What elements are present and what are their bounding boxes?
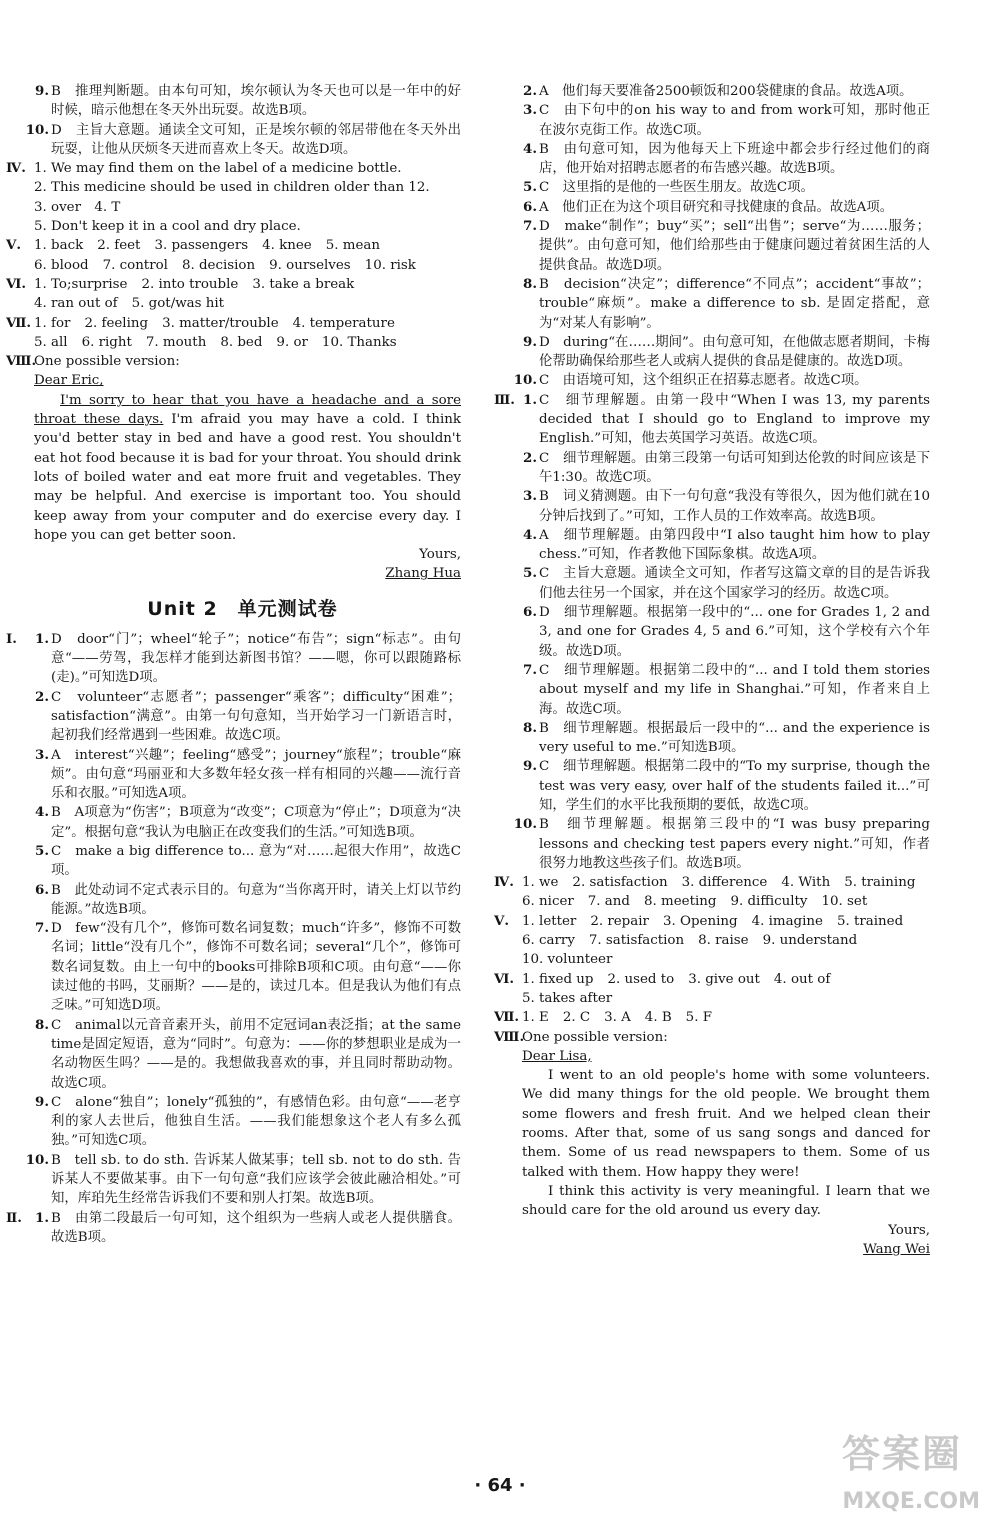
answer-cell: 10. volunteer: [522, 952, 613, 968]
answer-cell: 2. satisfaction: [572, 875, 668, 891]
item-text: D few“没有几个”，修饰可数名词复数；much“许多”，修饰不可数名词；little“没有几个”，修饰不可数名词；several“几个”，修饰可数名词复数。由上一句中的books可排除B项和C项。由句意“——你读过他的书吗，艾丽斯？——是的，读过几本。但是我认为他们有点乏味。”可知选D项。: [51, 921, 461, 1014]
section-numeral: Ⅵ.: [494, 970, 515, 987]
answer-item: [512, 217, 930, 275]
answer-cell: 1. we: [522, 875, 559, 891]
answer-cell: 5. training: [844, 875, 916, 891]
item-number: 4.: [35, 804, 49, 821]
item-text: C 细节理解题。由第三段第一句话可知到达伦敦的时间应该是下午1:30。故选C项。: [539, 450, 930, 485]
section-5: [494, 912, 930, 970]
item-text: A 他们每天要准备2500顿饭和200袋健康的食品。故选A项。: [539, 84, 913, 99]
answer-cell: 3. A: [604, 1010, 631, 1026]
answer-item: [24, 842, 461, 881]
section-6: [494, 970, 930, 1009]
answer-item: [512, 198, 930, 217]
item-number: 5.: [523, 179, 537, 196]
answer-cell: 2. repair: [590, 913, 649, 929]
item-number: 3.: [35, 746, 49, 763]
item-text: C 细节理解题。根据第二段中的“... and I told them stories about myself and my life in Shanghai.”可知，作者来自上海。故选C项。: [539, 662, 930, 717]
item-number: 2.: [35, 688, 49, 705]
item-number: 10.: [25, 1151, 49, 1168]
answer-cell: 6. nicer: [522, 894, 574, 910]
item-number: 10.: [513, 816, 537, 833]
answer-item: [24, 1151, 461, 1209]
answer-item: [512, 603, 930, 661]
answer-cell: 1. E: [522, 1010, 549, 1026]
item-number: 8.: [523, 719, 537, 736]
item-number: 4.: [523, 140, 537, 157]
item-number: 9.: [35, 83, 49, 99]
answer-cell: 4. B: [644, 1010, 672, 1026]
answer-cell: 2. feeling: [84, 315, 149, 331]
answer-item: [512, 564, 930, 603]
section-4: [494, 873, 930, 912]
item-number: 8.: [523, 275, 537, 292]
item-text: C 细节理解题。由第一段中“When I was 13, my parents decided that I should go to England to improve my English.”可知，他去英国学习英语。故选C项。: [539, 392, 930, 447]
item-text: C 由语境可知，这个组织正在招募志愿者。故选C项。: [539, 373, 868, 389]
item-text: B 细节理解题。根据最后一段中的“... and the experience is very useful to me.”可知选B项。: [539, 720, 930, 756]
section-numeral: Ⅰ.: [6, 630, 17, 647]
item-number: 6.: [35, 881, 49, 898]
item-text: B 由第二段最后一句可知，这个组织为一些病人或老人提供膳食。故选B项。: [51, 1210, 461, 1245]
answer-item: [24, 1209, 461, 1248]
answer-cell: 1. for: [34, 315, 71, 331]
section-3: [494, 391, 930, 873]
answer-cell: 3. passengers: [154, 238, 249, 254]
section-numeral: Ⅶ.: [494, 1009, 520, 1026]
answer-cell: 4. temperature: [292, 315, 395, 331]
section-8: [6, 352, 461, 584]
answer-cell: 10. set: [821, 894, 868, 910]
letter-greeting: Dear Lisa,: [522, 1048, 592, 1064]
item-number: 9.: [523, 758, 537, 775]
answer-item: [24, 1093, 461, 1151]
answer-cell: 5. mean: [325, 238, 380, 254]
item-number: 6.: [523, 198, 537, 215]
section-numeral: Ⅳ.: [494, 874, 514, 891]
answer-item: [24, 82, 461, 121]
letter-signature: Wang Wei: [863, 1241, 930, 1257]
section-2: [6, 1209, 461, 1248]
section-4: [6, 159, 461, 236]
answer-item: [24, 803, 461, 842]
answer-cell: 4. ran out of: [34, 296, 118, 312]
letter-signature: Zhang Hua: [385, 566, 461, 582]
watermark-url: MXQE.COM: [842, 1488, 980, 1514]
answer-cell: 9. ourselves: [269, 257, 351, 273]
unit-title: Unit 2 单元测试卷: [147, 597, 338, 620]
answer-cell: 2. into trouble: [141, 276, 239, 292]
answer-item: [512, 101, 930, 140]
section-numeral: Ⅵ.: [6, 275, 27, 292]
item-number: 2.: [523, 449, 537, 466]
answer-line: 2. This medicine should be used in children older than 12.: [34, 180, 430, 196]
answer-cell: 6. carry: [522, 933, 575, 949]
answer-cell: 9. or: [276, 334, 308, 350]
item-text: D door“门”；wheel“轮子”；notice“布告”；sign“标志”。由句意“——劳驾，我怎样才能到达新图书馆？——嗯，你可以跟随路标(走)。”可知选D项。: [51, 631, 461, 686]
item-number: 10.: [25, 121, 49, 138]
answer-cell: 8. meeting: [643, 894, 717, 910]
letter-closing: Yours,: [888, 1222, 930, 1238]
answer-cell: 2. C: [562, 1010, 591, 1026]
answer-line: 5. Don't keep it in a cool and dry place.: [34, 219, 301, 235]
section-numeral: Ⅷ.: [6, 353, 37, 370]
answer-cell: 3. difference: [681, 875, 768, 891]
item-text: B decision“决定”；difference“不同点”；accident“事故”；trouble“麻烦”。make a difference to sb. 是固定搭配，意为“对某人有影响”。: [539, 276, 930, 331]
item-number: 7.: [35, 920, 49, 937]
answer-cell: 6. blood: [34, 257, 89, 273]
item-text: B 词义猜测题。由下一句句意“我没有等很久，因为他们就在10分钟后找到了。”可知，工作人员的工作效率高。故选B项。: [539, 489, 930, 524]
answer-cell: 1. To;surprise: [34, 276, 128, 292]
answer-cell: 9. difficulty: [730, 894, 808, 910]
item-text: B tell sb. to do sth. 告诉某人做某事；tell sb. not to do sth. 告诉某人不要做某事。由下一句句意“我们应该学会彼此融洽相处。”可知，库珀先生经常告诉我们不要和别人打架。故选B项。: [51, 1152, 461, 1207]
answer-item: [512, 275, 930, 333]
watermark-logo: [836, 1432, 986, 1514]
section-numeral: Ⅱ.: [6, 1209, 22, 1226]
item-text: C 由下句中的on his way to and from work可知，那时他正在波尔克街工作。故选C项。: [539, 103, 930, 138]
letter-opening: I'm sorry to hear that you have a headache and a sore throat these days.: [34, 392, 461, 428]
page-number: · 64 ·: [474, 1475, 526, 1496]
item-number: 7.: [523, 218, 537, 235]
answer-cell: 1. back: [34, 238, 84, 254]
item-text: C 这里指的是他的一些医生朋友。故选C项。: [539, 180, 814, 196]
answer-item: [512, 661, 930, 719]
item-text: C 细节理解题。根据第二段中的“To my surprise, though the test was very easy, over half of the students failed it...”可知，学生们的水平比我预期的要低，故选C项。: [539, 759, 930, 813]
answer-cell: 8. raise: [698, 933, 749, 949]
writing-intro: One possible version:: [34, 354, 180, 370]
answer-item: [24, 121, 461, 160]
answer-item: [24, 919, 461, 1015]
item-text: B 此处动词不定式表示目的。句意为“当你离开时，请关上灯以节约能源。”故选B项。: [51, 882, 461, 917]
answer-cell: 1. fixed up: [522, 971, 594, 987]
answer-item: [24, 630, 461, 688]
item-number: 9.: [523, 333, 537, 350]
right-column: [494, 82, 930, 1259]
letter-body-text: I'm afraid you may have a cold. I think you'd better stay in bed and have a good rest. You shouldn't eat hot food because it is bad for your throat. You should drink lots of boiled water and eat more fruit and vegetables. They may be helpful. And exercise is important too. You should keep away from your computer and do exercise every day. I hope you can get better soon.: [34, 412, 461, 543]
item-text: B 细节理解题。根据第三段中的“I was busy preparing lessons and checking test papers every night.”可知，作者很努力地教这些孩子们。故选B项。: [539, 817, 930, 871]
section-5: [6, 236, 461, 275]
item-number: 7.: [523, 661, 537, 678]
section-numeral: Ⅳ.: [6, 160, 26, 177]
answer-item: [512, 757, 930, 815]
item-text: A 细节理解题。由第四段中“I also taught him how to play chess.”可知，作者教他下国际象棋。故选A项。: [539, 527, 930, 563]
answer-cell: 3. give out: [688, 971, 760, 987]
answer-cell: 5. takes after: [522, 990, 613, 1006]
answer-cell: 5. got/was hit: [131, 296, 225, 312]
answer-cell: 5. all: [34, 334, 68, 350]
section-1: [6, 630, 461, 1209]
answer-item: [512, 815, 930, 873]
answer-line: 3. over 4. T: [34, 199, 121, 215]
item-text: C alone“独自”；lonely“孤独的”，有感情色彩。由句意“——老亨利的家人去世后，他独自生活。——我们能想象这个老人有多么孤独。”可知选C项。: [51, 1094, 461, 1149]
answer-item: [24, 688, 461, 746]
item-number: 2.: [523, 83, 537, 99]
letter-paragraph: I think this activity is very meaningful. I learn that we should care for the old around us every day.: [522, 1183, 930, 1219]
answer-cell: 3. take a break: [252, 276, 355, 292]
writing-intro: One possible version:: [522, 1029, 668, 1045]
answer-item: [512, 371, 930, 390]
answer-cell: 4. imagine: [751, 913, 823, 929]
answer-item: [512, 449, 930, 488]
answer-cell: 1. letter: [522, 913, 577, 929]
section-numeral: Ⅷ.: [494, 1028, 525, 1045]
answer-item: [512, 526, 930, 565]
section-7: [6, 314, 461, 353]
answer-cell: 8. bed: [220, 334, 263, 350]
answer-cell: 4. With: [781, 875, 831, 891]
answer-item: [24, 1016, 461, 1093]
answer-item: [512, 333, 930, 372]
item-number: 8.: [35, 1016, 49, 1033]
section-numeral: Ⅶ.: [6, 314, 32, 331]
answer-item: [512, 82, 930, 101]
item-text: C make a big difference to... 意为“对……起很大作用”，故选C项。: [51, 843, 461, 879]
answer-item: [24, 881, 461, 920]
item-number: 5.: [35, 842, 49, 859]
answer-cell: 7. and: [587, 894, 630, 910]
answer-item: [512, 140, 930, 179]
section-numeral: Ⅴ.: [494, 912, 510, 929]
letter-closing: Yours,: [419, 547, 461, 563]
item-number: 4.: [523, 526, 537, 543]
item-text: C 主旨大意题。通读全文可知，作者写这篇文章的目的是告诉我们他去往另一个国家，并在这个国家学习的经历。故选C项。: [539, 566, 930, 601]
answer-cell: 7. mouth: [145, 334, 207, 350]
section-7: [494, 1008, 930, 1027]
item-number: 9.: [35, 1093, 49, 1110]
answer-cell: 6. right: [81, 334, 132, 350]
letter-paragraph: I went to an old people's home with some volunteers. We did many things for the old people. We brought them some flowers and fresh fruit. And we helped clean their rooms. After that, some of us sang songs and danced for them. Some of us read newspapers to them. Some of us talked with them. How happy they were!: [522, 1068, 930, 1180]
section-numeral: Ⅲ.: [494, 391, 515, 408]
answer-cell: 4. knee: [262, 238, 312, 254]
answer-cell: 9. understand: [762, 933, 858, 949]
answer-cell: 10. risk: [364, 257, 416, 273]
answer-cell: 7. satisfaction: [588, 933, 685, 949]
answer-cell: 10. Thanks: [321, 334, 397, 350]
item-number: 3.: [523, 102, 537, 119]
answer-item: [512, 391, 930, 449]
answer-cell: 3. Opening: [662, 913, 738, 929]
item-number: 1.: [35, 630, 49, 647]
section-8: [494, 1028, 930, 1260]
answer-item: [512, 719, 930, 758]
section-6: [6, 275, 461, 314]
item-number: 3.: [523, 488, 537, 505]
item-number: 6.: [523, 604, 537, 621]
item-text: C animal以元音音素开头，前用不定冠词an表泛指；at the same time是固定短语，意为“同时”。句意为：——你的梦想职业是成为一名动物医生吗？——是的。我想做我喜欢的事，并且同时帮助动物。故选C项。: [51, 1017, 461, 1091]
answer-item: [24, 746, 461, 804]
answer-cell: 8. decision: [181, 257, 256, 273]
item-text: B 推理判断题。由本句可知，埃尔顿认为冬天也可以是一年中的好时候，暗示他想在冬天外出玩耍。故选B项。: [51, 84, 461, 119]
answer-cell: 4. out of: [773, 971, 831, 987]
item-text: C volunteer“志愿者”；passenger“乘客”；difficulty“困难”；satisfaction“满意”。由第一句句意知，当开始学习一门新语言时，起初我们经常遇到一些困难。故选C项。: [51, 689, 461, 744]
item-text: B 由句意可知，因为他每天上下班途中都会步行经过他们的商店，他开始对招聘志愿者的布告感兴趣。故选B项。: [539, 141, 930, 177]
answer-cell: 5. F: [685, 1010, 712, 1026]
item-number: 1.: [35, 1209, 49, 1226]
item-text: A 他们正在为这个项目研究和寻找健康的食品。故选A项。: [539, 199, 894, 215]
watermark-text: 答案圈: [842, 1432, 963, 1476]
item-text: B A项意为“伤害”；B项意为“改变”；C项意为“停止”；D项意为“决定”。根据句意“我认为电脑正在改变我们的生活。”可知选B项。: [51, 805, 461, 840]
answer-line: 1. We may find them on the label of a medicine bottle.: [34, 161, 402, 177]
item-number: 1.: [523, 391, 537, 408]
item-number: 10.: [513, 372, 537, 389]
answer-cell: 2. used to: [607, 971, 675, 987]
item-text: D 细节理解题。根据第一段中的“... one for Grades 1, 2 and 3, and one for Grades 4, 5 and 6.”可知，这个学校有六个年级。故选D项。: [539, 605, 930, 659]
answer-cell: 3. matter/trouble: [162, 315, 279, 331]
section-numeral: Ⅴ.: [6, 237, 22, 254]
answer-item: [512, 178, 930, 197]
item-text: D during“在……期间”。由句意可知，在他做志愿者期间，卡梅伦帮助确保给那些老人或病人提供的食品是健康的。故选D项。: [539, 334, 930, 370]
item-text: D make“制作”；buy“买”；sell“出售”；serve“为……服务；提供”。由句意可知，他们给那些由于健康问题过着贫困生活的人提供食品。故选D项。: [539, 219, 930, 273]
item-number: 5.: [523, 565, 537, 582]
item-text: A interest“兴趣”；feeling“感受”；journey“旅程”；trouble“麻烦”。由句意“玛丽亚和大多数年轻女孩一样有相同的兴趣——流行音乐和衣服。”可知选A项。: [51, 747, 461, 802]
answer-cell: 5. trained: [836, 913, 904, 929]
letter-greeting: Dear Eric,: [34, 373, 104, 389]
answer-cell: 2. feet: [97, 238, 141, 254]
answer-item: [512, 487, 930, 526]
left-column: [6, 82, 461, 1247]
letter-body: [34, 391, 461, 545]
answer-cell: 7. control: [102, 257, 168, 273]
item-text: D 主旨大意题。通读全文可知，正是埃尔顿的邻居带他在冬天外出玩耍，让他从厌烦冬天进而喜欢上冬天。故选D项。: [51, 122, 461, 157]
